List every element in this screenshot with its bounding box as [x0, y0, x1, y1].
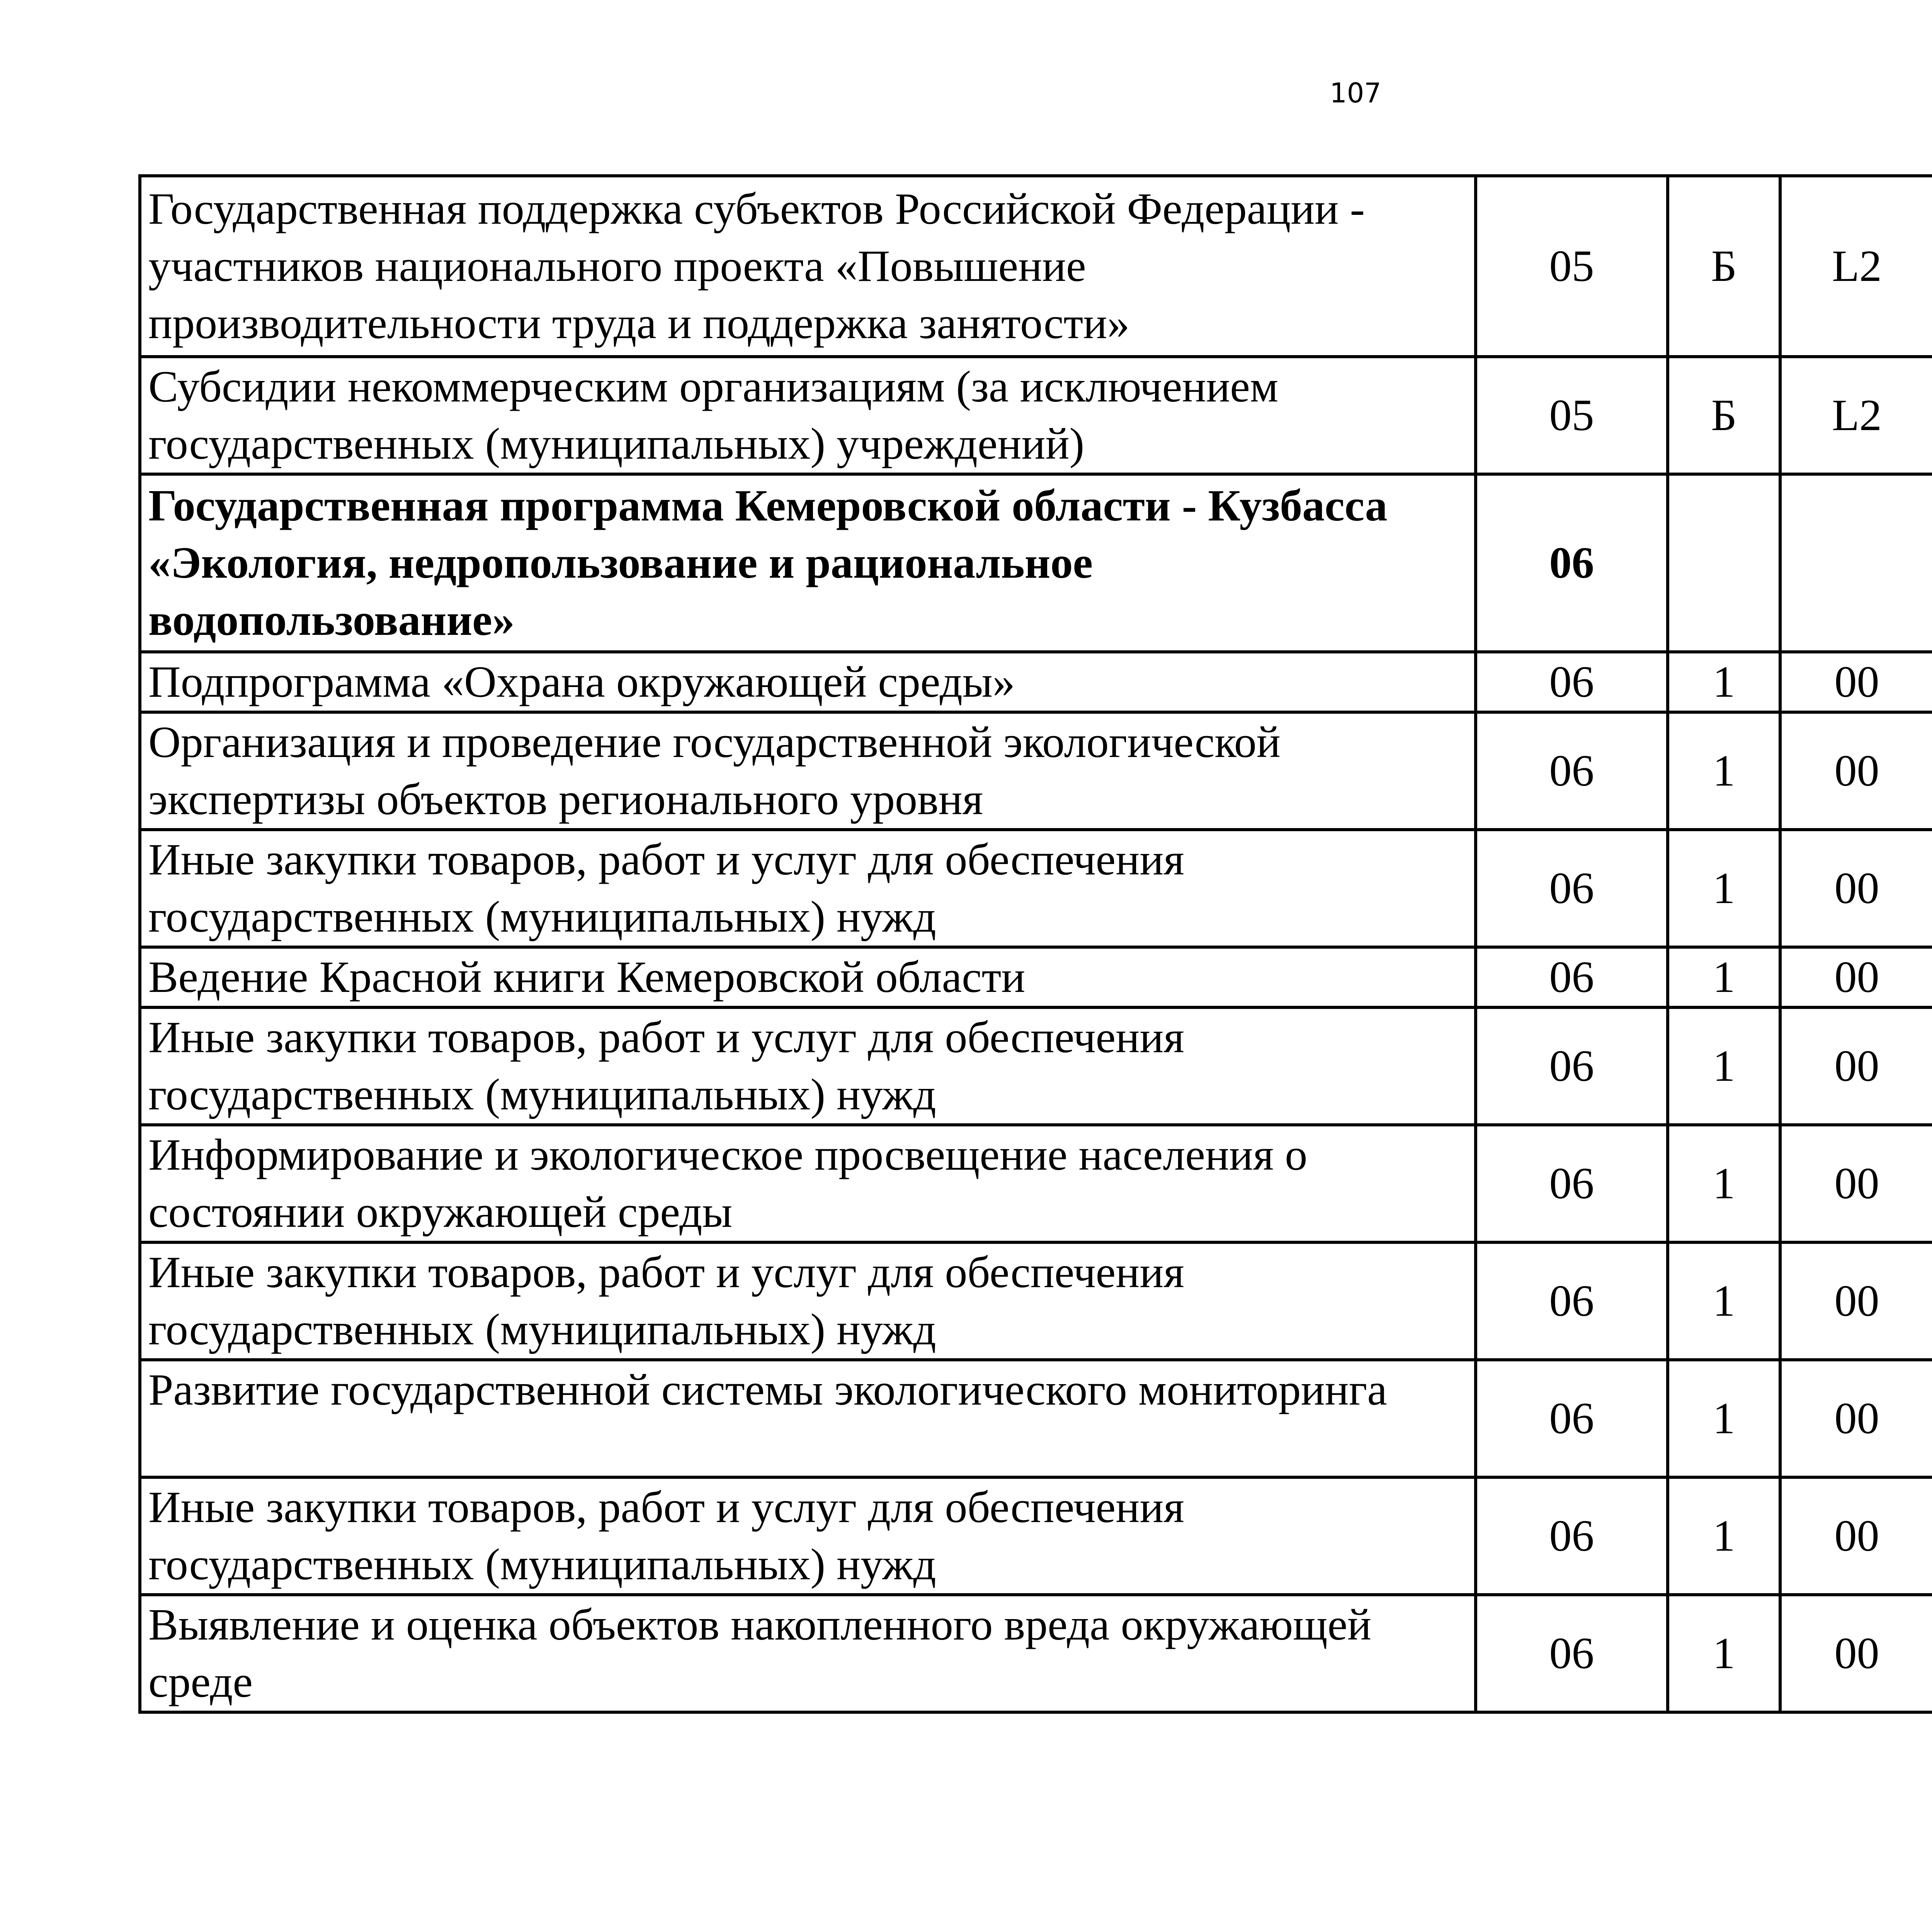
row-code-1: 06: [1476, 1477, 1668, 1595]
row-code-2: 1: [1668, 1360, 1780, 1477]
row-code-2: [1668, 474, 1780, 652]
row-name: Ведение Красной книги Кемеровской области: [140, 947, 1476, 1007]
table-row: [140, 1360, 1932, 1477]
table-row: [140, 1595, 1932, 1712]
page-number: 107: [1330, 77, 1381, 109]
row-name: Иные закупки товаров, работ и услуг для обеспечения государственных (муниципальных) нужд: [140, 830, 1476, 947]
row-code-3: 00: [1780, 652, 1932, 712]
row-name: Иные закупки товаров, работ и услуг для обеспечения государственных (муниципальных) нужд: [140, 1007, 1476, 1125]
row-code-2: 1: [1668, 652, 1780, 712]
row-code-1: 06: [1476, 712, 1668, 830]
row-code-3: 00: [1780, 1125, 1932, 1242]
row-name: Подпрограмма «Охрана окружающей среды»: [140, 652, 1476, 712]
row-code-1: 06: [1476, 1360, 1668, 1477]
row-name: Развитие государственной системы экологического мониторинга: [140, 1360, 1476, 1477]
row-code-1: 06: [1476, 830, 1668, 947]
row-name: Выявление и оценка объектов накопленного вреда окружающей среде: [140, 1595, 1476, 1712]
row-code-1: 06: [1476, 1595, 1668, 1712]
table-row: [140, 357, 1932, 474]
row-code-1: 06: [1476, 1125, 1668, 1242]
row-code-2: 1: [1668, 1477, 1780, 1595]
row-code-2: 1: [1668, 1007, 1780, 1125]
row-code-3: 00: [1780, 1007, 1932, 1125]
row-code-2: 1: [1668, 947, 1780, 1007]
row-code-1: 06: [1476, 947, 1668, 1007]
table-row: [140, 1125, 1932, 1242]
table-row: [140, 830, 1932, 947]
row-code-3: L2: [1780, 357, 1932, 474]
row-code-2: 1: [1668, 1595, 1780, 1712]
table-row: [140, 652, 1932, 712]
row-name: Организация и проведение государственной экологической экспертизы объектов регионального уровня: [140, 712, 1476, 830]
row-code-2: 1: [1668, 830, 1780, 947]
row-code-2: 1: [1668, 1125, 1780, 1242]
row-code-3: 00: [1780, 1477, 1932, 1595]
row-name: Субсидии некоммерческим организациям (за исключением государственных (муниципальных) учреждений): [140, 357, 1476, 474]
row-code-3: 00: [1780, 1595, 1932, 1712]
row-code-3: 00: [1780, 1360, 1932, 1477]
row-code-1: 06: [1476, 474, 1668, 652]
row-code-2: 1: [1668, 712, 1780, 830]
row-code-3: L2: [1780, 176, 1932, 357]
row-code-3: [1780, 474, 1932, 652]
table-row: [140, 1242, 1932, 1360]
row-code-1: 05: [1476, 176, 1668, 357]
row-code-3: 00: [1780, 830, 1932, 947]
table-row: [140, 474, 1932, 652]
table-row: [140, 1007, 1932, 1125]
row-code-1: 05: [1476, 357, 1668, 474]
row-name: Информирование и экологическое просвещение населения о состоянии окружающей среды: [140, 1125, 1476, 1242]
row-code-3: 00: [1780, 1242, 1932, 1360]
row-name: Государственная программа Кемеровской области - Кузбасса «Экология, недропользование и рациональное водопользование»: [140, 474, 1476, 652]
row-code-3: 00: [1780, 712, 1932, 830]
table-row: [140, 176, 1932, 357]
row-code-1: 06: [1476, 652, 1668, 712]
row-name: Иные закупки товаров, работ и услуг для обеспечения государственных (муниципальных) нужд: [140, 1242, 1476, 1360]
budget-table: [138, 174, 1932, 1714]
row-code-2: 1: [1668, 1242, 1780, 1360]
row-code-2: Б: [1668, 357, 1780, 474]
row-code-1: 06: [1476, 1007, 1668, 1125]
row-code-2: Б: [1668, 176, 1780, 357]
row-code-1: 06: [1476, 1242, 1668, 1360]
table-row: [140, 947, 1932, 1007]
row-code-3: 00: [1780, 947, 1932, 1007]
row-name: Иные закупки товаров, работ и услуг для обеспечения государственных (муниципальных) нужд: [140, 1477, 1476, 1595]
row-name: Государственная поддержка субъектов Российской Федерации - участников национального проекта «Повышение производительности труда и поддержка занятости»: [140, 176, 1476, 357]
table-row: [140, 1477, 1932, 1595]
table-row: [140, 712, 1932, 830]
